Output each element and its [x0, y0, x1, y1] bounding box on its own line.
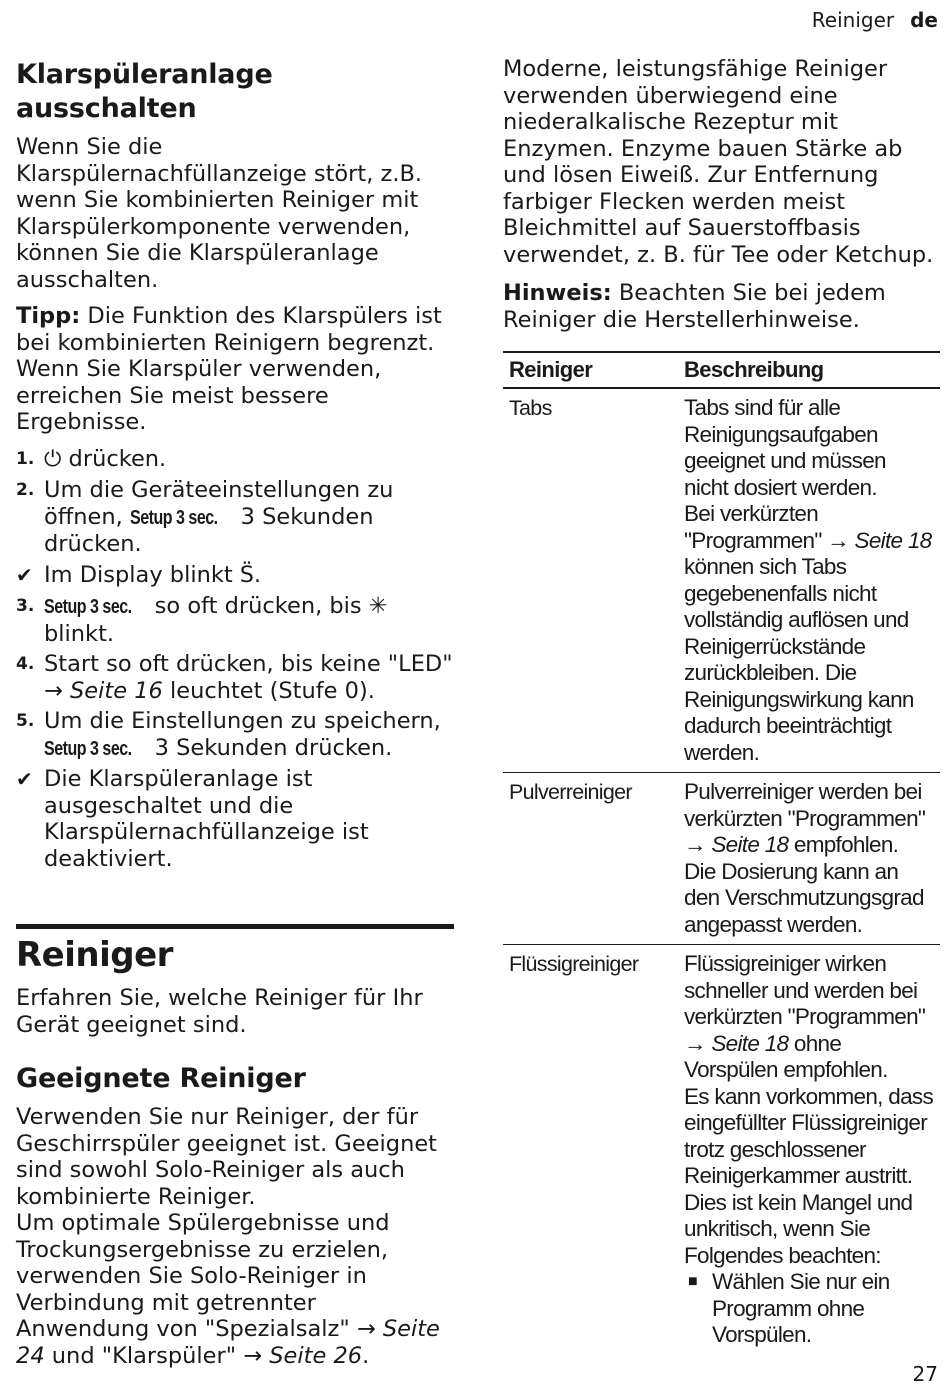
setup-key-label: Setup 3 sec.: [44, 737, 132, 760]
setup-key-label: Setup 3 sec.: [44, 596, 132, 618]
step-item: [16, 446, 454, 474]
step-number: 3.: [16, 596, 35, 616]
step-text: leuchtet (Stufe 0).: [162, 677, 375, 704]
step-text: Im Display blinkt: [44, 561, 240, 588]
page-ref: Seite 18: [711, 832, 789, 857]
detergent-table: [503, 351, 940, 1355]
reiniger-heading: Reiniger: [16, 924, 454, 975]
geeignete-heading: Geeignete Reiniger: [16, 1063, 306, 1094]
table-header-row: [503, 352, 940, 388]
text-run: Pulverreiniger werden bei verkürzten "Programmen" →: [684, 779, 926, 857]
detergent-description: [678, 945, 940, 1355]
klarspueler-heading: Klarspüleranlage ausschalten: [16, 59, 273, 124]
bullet-text: Wählen Sie nur ein Programm ohne Vorspülen.: [712, 1269, 890, 1347]
running-header: [812, 8, 938, 32]
column-header-reiniger: Reiniger: [503, 352, 678, 388]
check-icon: ✔: [16, 562, 33, 587]
display-symbol-icon: S̈: [239, 562, 254, 588]
detergent-name: Pulverreiniger: [503, 773, 678, 945]
step-text: so oft drücken, bis ✳ blinkt.: [44, 593, 388, 647]
step-number: 4.: [16, 654, 35, 674]
header-section: Reiniger: [811, 8, 895, 32]
text-run: Bei verkürzten "Programmen" →: [684, 501, 855, 553]
start-key-label: Start: [44, 651, 99, 677]
steps-list: [16, 446, 454, 873]
step-number: 5.: [16, 711, 35, 731]
step-text: 3 Sekunden drücken.: [44, 503, 374, 557]
geeignete-paragraph-1: Verwenden Sie nur Reiniger, der für Geschirrspüler geeignet ist. Geeignet sind sowohl Solo-Reiniger als auch kombinierte Reiniger.: [16, 1104, 438, 1210]
description-text: [684, 501, 934, 766]
table-row: [503, 945, 940, 1355]
detergent-intro: Moderne, leistungsfähige Reiniger verwenden überwiegend eine niederalkalische Rezeptur mit Enzymen. Enzyme bauen Stärke ab und lösen Eiweiß. Zur Entfernung farbiger Flecken werden meist Bleichmittel auf Sauerstoffbasis verwendet, z. B. für Tee oder Ketchup.: [503, 56, 934, 268]
klarspueler-intro: Wenn Sie die Klarspülernachfüllanzeige stört, z.B. wenn Sie kombinierten Reiniger mit Klarspülerkomponente verwenden, können Sie die Klarspüleranlage ausschalten.: [16, 134, 423, 293]
text-run: .: [362, 1342, 370, 1369]
tipp-text: Die Funktion des Klarspülers ist bei kombinierten Reinigern begrenzt. Wenn Sie Klarspüler verwenden, erreichen Sie meist bessere Ergebnisse.: [16, 303, 442, 435]
step-text: .: [253, 561, 261, 588]
check-icon: ✔: [16, 767, 33, 791]
page-ref: Seite 18: [711, 1030, 789, 1056]
setup-key-label: Setup 3 sec.: [129, 506, 218, 529]
hinweis-label: Hinweis:: [503, 280, 612, 306]
detergent-name: Tabs: [503, 388, 678, 773]
geeignete-paragraph-2: [16, 1210, 454, 1369]
result-item: [16, 766, 454, 872]
page-number: 27: [912, 1362, 938, 1386]
detergent-name: Flüssigreiniger: [509, 952, 639, 976]
reiniger-intro: Erfahren Sie, welche Reiniger für Ihr Gerät geeignet sind.: [16, 985, 423, 1038]
step-number: 1.: [16, 448, 35, 469]
description-text: Die Dosierung kann an den Verschmutzungsgrad angepasst werden.: [684, 858, 924, 937]
detergent-description: [678, 388, 940, 773]
power-icon: ⏻: [44, 446, 62, 472]
step-text: Die Klarspüleranlage ist ausgeschaltet und die Klarspülernachfüllanzeige ist deaktiviert.: [44, 766, 369, 872]
detergent-description: [678, 773, 940, 945]
step-item: [16, 593, 454, 647]
step-text: Um die Einstellungen zu speichern,: [44, 708, 441, 734]
left-column: [16, 58, 454, 1379]
step-text: so oft drücken, bis keine "LED" →: [44, 651, 453, 704]
tipp-label: Tipp:: [16, 303, 81, 329]
text-run: empfohlen.: [788, 832, 899, 857]
step-item: [16, 477, 454, 558]
hinweis-paragraph: [503, 280, 940, 333]
hinweis-text: Beachten Sie bei jedem Reiniger die Herstellerhinweise.: [503, 280, 886, 333]
text-run: und "Klarspüler" →: [44, 1342, 270, 1369]
header-language: de: [910, 8, 938, 32]
result-item: [16, 562, 454, 590]
step-number: 2.: [16, 480, 35, 500]
page-ref: Seite 18: [854, 527, 932, 553]
description-text: [684, 951, 934, 1084]
step-text: 3 Sekunden drücken.: [147, 734, 393, 761]
description-text: [684, 779, 934, 859]
step-text: Um die Geräteeinstellungen zu öffnen,: [44, 477, 394, 530]
description-text: Es kann vorkommen, dass eingefüllter Flüssigreiniger trotz geschlossener Reinigerkammer austritt. Dies ist kein Mangel und unkritisch, wenn Sie Folgendes beachten:: [684, 1083, 934, 1268]
step-item: [16, 651, 454, 704]
page-ref: Seite 24: [16, 1316, 440, 1369]
page-ref: Seite 16: [70, 677, 163, 704]
page-ref: Seite 26: [269, 1342, 363, 1369]
text-run: können sich Tabs gegebenenfalls nicht vollständig auflösen und Reinigerrückstände zurückbleiben. Die Reinigungswirkung kann dadurch beeinträchtigt werden.: [684, 554, 914, 765]
step-item: [16, 708, 454, 762]
text-run: ohne Vorspülen empfohlen.: [684, 1030, 888, 1082]
description-text: Tabs sind für alle Reinigungsaufgaben geeignet und müssen nicht dosiert werden.: [684, 395, 886, 500]
table-row: [503, 773, 940, 945]
square-bullet-icon: ■: [688, 1273, 697, 1290]
text-run: Um optimale Spülergebnisse und Trockungsergebnisse zu erzielen, verwenden Sie Solo-Reiniger in Verbindung mit getrennter Anwendung von "Spezialsalz" →: [16, 1210, 390, 1342]
step-text: drücken.: [61, 445, 167, 472]
column-header-beschreibung: Beschreibung: [678, 352, 940, 388]
right-column: [503, 56, 940, 1355]
bullet-item: [684, 1269, 934, 1349]
text-run: Flüssigreiniger wirken schneller und werden bei verkürzten "Programmen" →: [684, 951, 926, 1056]
table-row: [503, 388, 940, 773]
tipp-paragraph: [16, 303, 454, 436]
